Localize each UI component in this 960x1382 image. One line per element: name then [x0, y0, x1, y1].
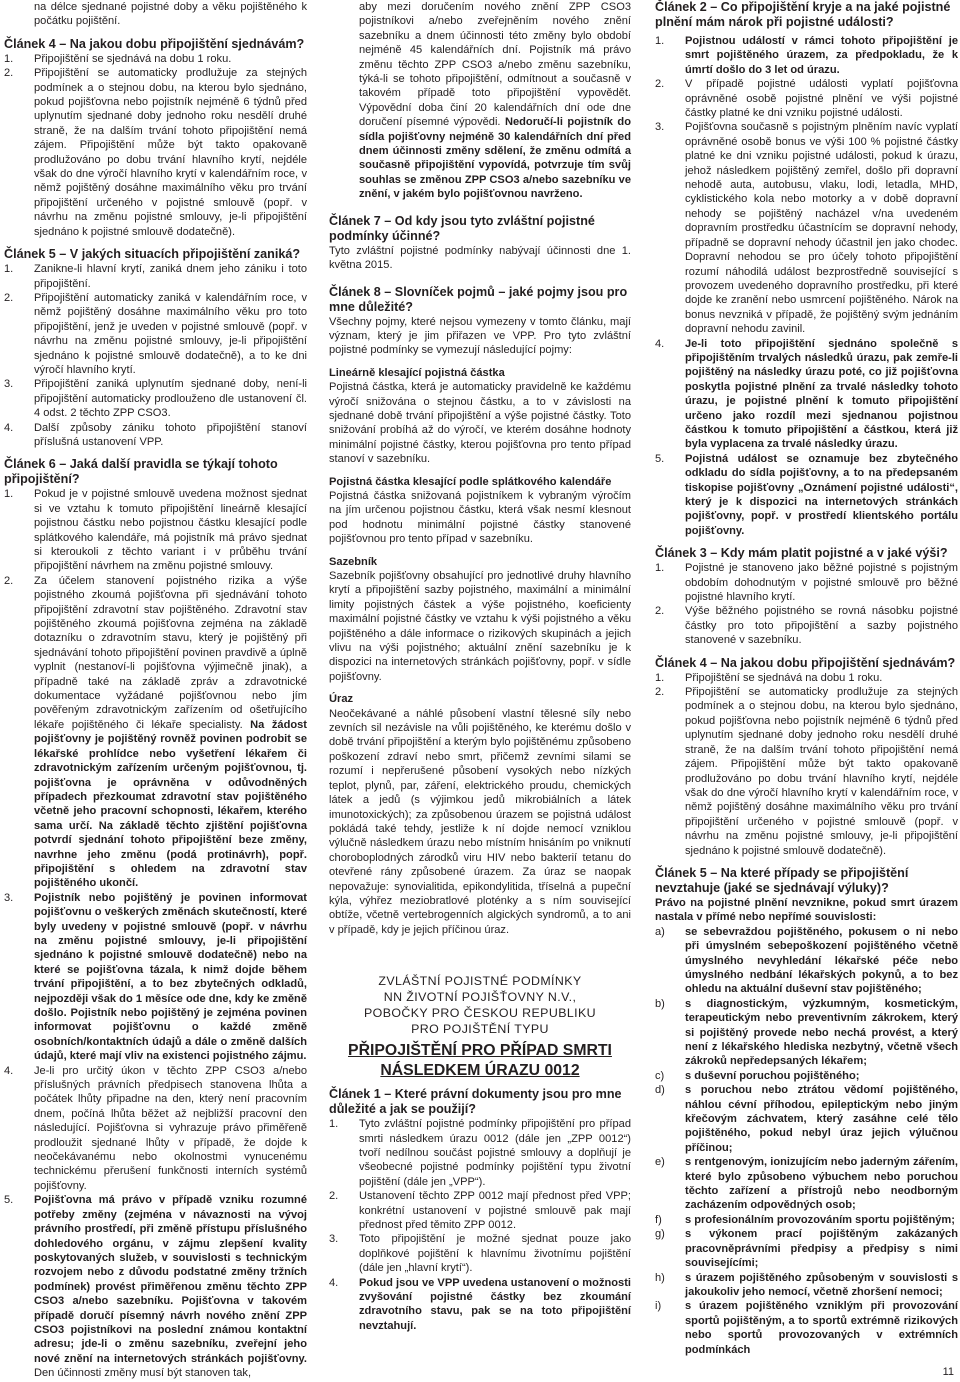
item-number: 4. — [4, 421, 14, 434]
heading-line: NN ŽIVOTNÍ POJIŠŤOVNY N.V., — [383, 990, 577, 1005]
item-number: 4. — [4, 1064, 14, 1077]
item-text: Je-li toto připojištění sjednáno společně s připojištěním trvalých následků úrazu, pak zemře-li pojištěný na následky úrazu poté, co již pojišťovna poskytla pojistné plnění za trvalé následky tohoto úrazu, je pojistné plnění k tomuto připojištění určeno jako rozdíl mezi sjednanou pojistnou částkou k tomuto připojištění a částkou, která již byla vyplacena za trvalé následky úrazu. — [685, 337, 958, 451]
item-text: Připojištění se automaticky prodlužuje za stejných podmínek a o stejnou dobu, na kterou bylo sjednáno, pokud pojišťovna nebo pojistník nejméně 6 týdnů před uplynutím sjednané doby jednoho roku nesdělí druhé straně, že na dalším trvání tohoto připojištění nemá zájem. Připojištění může být takto opakovaně prodlužováno po dobu trvání hlavního krytí, nejdéle však do dne výročí hlavního krytí v kalendářním roce, v němž pojištěný dosáhne maximálního věku pro trvání připojištění určeného v pojistné smlouvě (popř. v návrhu na změnu pojistné smlouvy, je-li připojištění sjednáno k pojistné smlouvě dodatečně). — [34, 67, 307, 238]
list-item — [329, 1232, 631, 1275]
item-text: Den účinnosti změny musí být stanoven tak, — [34, 1367, 252, 1380]
list-item — [655, 1155, 958, 1213]
item-number: 3. — [655, 121, 665, 134]
column-middle — [329, 0, 631, 1333]
paragraph-text-bold: Nedoručí-li pojistník do sídla pojišťovny nejméně 30 kalendářních dní před dnem účinnosti změny sdělení, že změnu odmítá a současně připojištění vypovídá, potvrzuje tím svůj souhlas se změnou ZPP CSO3 a/nebo sazebníku ve znění, v jakém bylo pojišťovnou navrženo. — [359, 116, 631, 201]
item-text: Pokud jsou ve VPP uvedena ustanovení o možnosti zvyšování pojistné částky bez zkoumání zdravotního stavu, pak se na toto připojištění nevztahují. — [359, 1276, 631, 1332]
paragraph — [329, 0, 631, 202]
list-item — [4, 52, 307, 66]
item-number: 4. — [329, 1276, 339, 1289]
item-text: Tyto zvláštní pojistné podmínky připojištění pro případ smrti následkem úrazu 0012 (dále jen „ZPP 0012“) tvoří nedílnou součást pojistné smlouvy a doplňují je všeobecné pojistné podmínky pojištění typu životní pojištění (dále jen „VPP“). — [359, 1118, 631, 1188]
paragraph: Pojistná částka snižovaná pojistníkem k vybraným výročím na jím určenou pojistnou částku, která však nesmí klesnout pod hodnotu minimální pojistné částky stanovené pojišťovnou pro tento případ v sazebníku. — [329, 489, 631, 546]
list-item — [655, 452, 958, 538]
document-heading — [329, 973, 631, 1037]
item-text: s úrazem pojištěného způsobeným v souvislosti s jakoukoliv jeho nemocí, včetně zhoršení nemoci; — [685, 1271, 958, 1298]
heading-line: POBOČKY PRO ČESKOU REPUBLIKU — [364, 1006, 596, 1021]
item-text: s poruchou nebo ztrátou vědomí pojištěného, náhlou cévní příhodou, epileptickým nebo jiným křečovým záchvatem, který zasáhne celé tělo pojištěného, pokud nebyl úraz jejich výlučnou příčinou; — [685, 1084, 958, 1154]
list-item — [329, 1276, 631, 1334]
term-heading: Sazebník — [329, 555, 378, 568]
list-item — [655, 1227, 958, 1270]
item-number: 1. — [655, 671, 665, 684]
item-number: 5. — [4, 1194, 14, 1207]
item-number: 2. — [655, 78, 665, 91]
paragraph: Neočekávané a náhlé působení vlastní tělesné síly nebo zevních sil nezávisle na vůli pojištěného, ke kterému došlo v době trvání připojištění a kterým bylo pojištěnému způsobeno poškození zdraví nebo smrt, přičemž zevními silami se rozumí i nepřerušené působení vysokých nebo nízkých teplot, plynů, par, záření, elektrického proudu, chemických látek a jedů (s výjimkou jedů mikrobiálních a látek imunotoxických); za způsobenou úrazem se pojistná událost pokládá také tehdy, jestliže k ní dojde nemocí vzniklou výlučně následkem úrazu nebo místním hnisáním po vniknutí choroboplodných zárodků viru HIV nebo bakterií tetanu do otevřené rány způsobené úrazem. Za úraz se naopak nepovažuje: synovialitida, epikondylitida, tříselná a pupeční kýla, výhřez meziobratlové ploténky a s ním související obtíže, včetně vertebrogenních algických syndromů, a to ani v případě, kdy je jejich příčinou úraz. — [329, 707, 631, 936]
item-text: Pojistné je stanoveno jako běžné pojistné s pojistným obdobím dohodnutým v pojistné smlouvě pro běžné pojistné hlavního krytí. — [685, 562, 958, 604]
item-text: Další způsoby zániku tohoto připojištění stanoví příslušná ustanovení VPP. — [34, 421, 307, 448]
list-item — [4, 262, 307, 291]
title-line: PŘIPOJIŠTĚNÍ PRO PŘÍPAD SMRTI — [348, 1042, 612, 1060]
list-item — [4, 574, 307, 891]
term-heading: Pojistná částka klesající podle splátkového kalendáře — [329, 475, 612, 488]
item-text: na délce sjednané pojistné doby a věku pojištěného k počátku pojištění. — [34, 1, 307, 28]
list-item — [655, 604, 958, 647]
item-number: 3. — [329, 1233, 339, 1246]
item-text: se sebevraždou pojištěného, pokusem o ni nebo při úmyslném sebepoškození pojištěného včetně úmyslného nevyhledání lékařské péče nebo úmyslného nedbání lékařských pokynů, a to bez ohledu na aktuální duševní stav pojištěného; — [685, 925, 958, 996]
item-text: s úrazem pojištěného vzniklým při provozování sportů pojištěným, a to sportů extrémně rizikových nebo sportů provozovaných v extrémních podmínkách — [685, 1300, 958, 1356]
item-text: Toto připojištění je možné sjednat pouze jako doplňkové pojištění k hlavnímu životnímu pojištění (dále jen „hlavní krytí“). — [359, 1233, 631, 1275]
item-text: Za účelem stanovení pojistného rizika a výše pojistného zkoumá pojišťovna při sjednávání tohoto připojištění zdravotní stav pojištěného. Zdravotní stav pojištěného zkoumá pojišťovna zejména na základě dotazníku o zdravotním stavu, který je pojištěný při sjednávání tohoto připojištění povinen pravdivě a úplně vyplnit (nestanoví-li pojišťovna výjimečně jinak), a případně také na základě zpráv a zdravotnické dokumentace vyžádané pojišťovnou nebo jím pověřeným zdravotnickým zařízením od ošetřujícího lékaře pojištěného či lékaře specialisty. — [34, 574, 307, 731]
item-text: Zanikne-li hlavní krytí, zaniká dnem jeho zániku i toto připojištění. — [34, 263, 307, 290]
item-number: 1. — [4, 263, 14, 276]
list-item — [655, 925, 958, 997]
item-number: 5. — [655, 452, 665, 465]
item-text: Připojištění zaniká uplynutím sjednané doby, není-li připojištění automaticky prodlouženo dle ustanovení čl. 4 odst. 2 těchto ZPP CSO3. — [34, 378, 307, 420]
item-text: s výkonem prací pojištěným zakázaných pracovněprávními předpisy a předpisy s nimi souvisejícími; — [685, 1228, 958, 1270]
list-item — [655, 120, 958, 336]
article-5-heading: Článek 5 – V jakých situacích připojištění zaniká? — [4, 247, 301, 262]
item-number: 1. — [4, 488, 14, 501]
item-number: 1. — [329, 1118, 339, 1131]
article-6-heading: Článek 6 – Jaká další pravidla se týkají tohoto připojištění? — [4, 457, 278, 487]
article-1-heading: Článek 1 – Které právní dokumenty jsou pro mne důležité a jak se použijí? — [329, 1087, 622, 1117]
item-text-bold: Pojišťovna má právo v případě vzniku rozumné potřeby změny (zejména v návaznosti na vývoj právního prostředí, při změně přístupu příslušného dohledového orgánu, v zájmu zlepšení kvality poskytovaných služeb, v souvislosti s technickým rozvojem nebo z důvodu podstatné změny tržních podmínek) provést přiměřenou změnu těchto ZPP CSO3 a/nebo sazebníku. Pojišťovna v takovém případě doručí písemný návrh nového znění ZPP CSO3 pojistníkovi na poslední známou kontaktní adresu; jde-li o změnu sazebníku, zveřejní jeho nové znění na internetových stránkách pojišťovny. — [34, 1194, 307, 1365]
item-number: 3. — [4, 378, 14, 391]
item-number: 2. — [4, 574, 14, 587]
list-item — [655, 1271, 958, 1300]
article-5-heading: Článek 5 – Na které případy se připojištění nevztahuje (jaké se sjednávají výluky)? — [655, 865, 909, 895]
list-item — [655, 77, 958, 120]
list-item — [4, 66, 307, 239]
term-heading: Úraz — [329, 693, 354, 706]
list-item — [4, 891, 307, 1064]
item-letter: d) — [655, 1084, 665, 1097]
item-number: 2. — [4, 291, 14, 304]
page-number: 11 — [942, 1366, 954, 1378]
item-text: V případě pojistné události vyplatí pojišťovna oprávněné osobě pojistné plnění ve výši pojistné částky platné ke dni vzniku pojistné události. — [685, 78, 958, 120]
paragraph: Pojistná částka, která je automaticky pravidelně ke každému výročí snižována o stejnou částku, a to v závislosti na sjednané době trvání připojištění a výše pojistné částky. Toto snižování probíhá až do výročí, ve kterém dosáhne hodnoty minimální pojistné částky, kterou pojišťovna pro tento případ stanoví v sazebníku. — [329, 381, 631, 466]
item-text: Pojistník nebo pojištěný je povinen informovat pojišťovnu o veškerých změnách skutečností, které byly uvedeny v pojistné smlouvě (popř. v návrhu na změnu pojistné smlouvy, je-li připojištění sjednáno k pojistné smlouvě dodatečně) nebo na které se pojišťovna tázala, k nimž dojde během trvání připojištění, a to bez zbytečných odkladů, nejpozději však do 1 měsíce ode dne, kdy ke změně došlo. Pojistník nebo pojištěný je zejména povinen informovat pojišťovnu o každé změně osobních/kontaktních údajů a dále o změně dalších údajů, které mají vliv na existenci pojistného zájmu. — [34, 891, 307, 1063]
item-text: Připojištění automaticky zaniká v kalendářním roce, v němž pojištěný dosáhne maximálního věku pro toto připojištění, jenž je uveden v pojistné smlouvě (popř. v návrhu na změnu pojistné smlouvy, je-li připojištění sjednáno k pojistné smlouvě dodatečně), a to ke dni výročí hlavního krytí. — [34, 291, 307, 376]
title-line: NÁSLEDKEM ÚRAZU 0012 — [380, 1062, 580, 1080]
article-2-heading: Článek 2 – Co připojištění kryje a na jaké pojistné plnění mám nárok při pojistné události? — [655, 0, 951, 29]
item-text: Připojištění se automaticky prodlužuje za stejných podmínek a o stejnou dobu, na kterou bylo sjednáno, pokud pojišťovna nebo pojistník nejméně 6 týdnů před uplynutím sjednané doby jednoho roku nesdělí druhé straně, že na dalším trvání tohoto připojištění nemá zájem. Připojištění může být takto opakovaně prodlužováno po dobu trvání hlavního krytí, nejdéle však do dne výročí hlavního krytí v kalendářním roce, v němž pojištěný dosáhne maximálního věku pro trvání připojištění určeného v pojistné smlouvě (popř. v návrhu na změnu pojistné smlouvy, je-li připojištění sjednáno k pojistné smlouvě dodatečně). — [685, 686, 958, 857]
item-text: s duševní poruchou pojištěného; — [685, 1069, 860, 1082]
item-letter: b) — [655, 997, 665, 1010]
article-8-heading: Článek 8 – Slovníček pojmů – jaké pojmy jsou pro mne důležité? — [329, 284, 628, 314]
list-item — [329, 1117, 631, 1189]
list-item — [655, 34, 958, 77]
item-number: 2. — [329, 1190, 339, 1203]
paragraph-text: aby mezi doručením nového znění ZPP CSO3 pojistníkovi a/nebo zveřejněním nového znění sazebníku a dnem účinnosti této změny bylo období nejméně 45 kalendářních dní. Pojistník má právo změnu těchto ZPP CSO3 a/nebo změnu sazebníku, týká-li se tohoto připojištění, odmítnout a současně v takovém případě toto připojištění vypovědět. Výpovědní doba činí 20 kalendářních dní ode dne doručení písemné výpovědi. — [359, 1, 631, 129]
column-left — [4, 0, 307, 1381]
column-right — [655, 0, 958, 1357]
paragraph: Všechny pojmy, které nejsou vymezeny v tomto článku, mají význam, který je jim přiřazen ve VPP. Pro tyto zvláštní pojistné podmínky se vymezují následující pojmy: — [329, 315, 631, 357]
item-number: 2. — [655, 605, 665, 618]
item-number: 2. — [655, 686, 665, 699]
item-text: Pojistná událost se oznamuje bez zbytečného odkladu do sídla pojišťovny, a to na předepsaném tiskopise pojišťovny „Oznámení pojistné události“, který je k dispozici na internetových stránkách pojišťovny, popř. v prostředí klientského portálu pojišťovny. — [685, 452, 958, 537]
list-item — [655, 1299, 958, 1357]
item-text: s diagnostickým, výzkumným, kosmetickým, terapeutickým nebo preventivním zákrokem, který si pojištěný provede nebo nechá provést, a který není z lékařského hlediska nezbytný, včetně všech zákroků nepředepsaných lékařem; — [685, 997, 958, 1068]
list-item — [655, 561, 958, 604]
article-7-heading: Článek 7 – Od kdy jsou tyto zvláštní pojistné podmínky účinné? — [329, 213, 595, 243]
list-item — [4, 1064, 307, 1194]
list-item — [4, 291, 307, 377]
item-number: 1. — [655, 562, 665, 575]
term-heading: Lineárně klesající pojistná částka — [329, 366, 505, 379]
item-letter: i) — [655, 1300, 662, 1313]
item-text-bold: Na žádost pojišťovny je pojištěný rovněž povinen podrobit se lékařské prohlídce nebo vyšetření lékařem či zdravotnickým zařízením určeným pojišťovnou, tj. pojišťovna je oprávněna v odůvodněných případech přezkoumat zdravotní stav pojištěného včetně jeho pracovní schopnosti, lékařem, kterého sama určí. Na základě těchto zjištění pojišťovna potvrdí sjednání tohoto připojištění beze změny, navrhne jeho změnu (podá protinávrh), popř. připojištění s ohledem na zdravotní stav pojištěného ukončí. — [34, 718, 307, 890]
list-item — [4, 487, 307, 573]
list-item — [655, 337, 958, 452]
list-item — [655, 685, 958, 858]
item-text: Připojištění se sjednává na dobu 1 roku. — [685, 671, 883, 684]
item-number: 2. — [4, 67, 14, 80]
item-text: Pojistnou událostí v rámci tohoto připojištění je smrt pojištěného úrazem, za předpokladu, že k úmrtí došlo do 3 let od úrazu. — [685, 35, 958, 76]
item-letter: f) — [655, 1213, 662, 1226]
paragraph: Tyto zvláštní pojistné podmínky nabývají účinnosti dne 1. května 2015. — [329, 244, 631, 272]
article-4-heading: Článek 4 – Na jakou dobu připojištění sjednávám? — [4, 36, 305, 51]
list-item — [329, 1189, 631, 1232]
list-item — [655, 997, 958, 1069]
list-item — [4, 377, 307, 420]
item-text: Připojištění se sjednává na dobu 1 roku. — [34, 52, 232, 65]
item-text: Je-li pro určitý úkon v těchto ZPP CSO3 a/nebo příslušných právních předpisech stanovena lhůta a počátek lhůty připadne na den, který není pracovním dnem, počíná lhůta běžet až nejbližší pracovní den následující. Pojišťovna si vyhrazuje právo přiměřeně prodloužit sjednané lhůty v případě, že dojde k neočekávanému nebo okolnostmi vynucenému technickému přerušení funkčnosti interních systémů pojišťovny. — [34, 1064, 307, 1192]
item-text: Ustanovení těchto ZPP 0012 mají přednost před VPP; konkrétní ustanovení v pojistné smlouvě pak mají přednost před těmito ZPP 0012. — [359, 1190, 631, 1231]
item-number: 1. — [4, 52, 14, 65]
item-number: 3. — [4, 891, 14, 904]
list-item — [655, 1083, 958, 1155]
item-text: s profesionálním provozováním sportu pojištěným; — [685, 1213, 955, 1226]
item-letter: e) — [655, 1156, 665, 1169]
item-text: Výše běžného pojistného se rovná násobku pojistné částky pro toto připojištění a sazby pojistného stanovené v sazebníku. — [685, 605, 958, 647]
heading-line: ZVLÁŠTNÍ POJISTNÉ PODMÍNKY — [378, 974, 582, 989]
item-letter: a) — [655, 925, 665, 938]
list-item — [4, 0, 307, 29]
item-number: 1. — [655, 35, 665, 47]
list-item — [4, 421, 307, 450]
list-item — [655, 1069, 958, 1083]
paragraph: Právo na pojistné plnění nevznikne, pokud smrt úrazem nastala v přímé nebo nepřímé souvislosti: — [655, 896, 958, 924]
article-4-heading: Článek 4 – Na jakou dobu připojištění sjednávám? — [655, 655, 956, 670]
item-letter: c) — [655, 1069, 665, 1082]
paragraph: Sazebník pojišťovny obsahující pro jednotlivé druhy hlavního krytí a připojištění sazby pojistného, maximální a minimální limity pojistných částek a výše pojistného, koeficienty maximální pojistné částky ve vztahu k výši pojistného a věku pojištěného a dále informace o rizikových skupinách a jejich vlivu na výši pojistného; aktuální znění sazebníku je k dispozici na internetových stránkách pojišťovny, popř. v sídle pojišťovny. — [329, 570, 631, 683]
heading-line: PRO POJIŠTĚNÍ TYPU — [411, 1022, 549, 1037]
list-item — [655, 1213, 958, 1227]
item-text: Pokud je v pojistné smlouvě uvedena možnost sjednat si ve vztahu k tomuto připojištění lineárně klesající pojistnou částku nebo pojistnou částku klesající podle splátkového kalendáře, má pojistník má právo sjednat si kteroukoli z těchto variant i v průběhu trvání připojištění návrhem na změnu pojistné smlouvy. — [34, 488, 307, 573]
item-text: Pojišťovna současně s pojistným plněním navíc vyplatí oprávněné osobě bonus ve výši 100 % pojistné částky platné ke dni vzniku pojistné události, pokud k úrazu, jehož následkem pojištěný zemřel, došlo při dopravní nehodě auta, autobusu, vlaku, lodi, letadla, MHD, cyklistického kola nebo motorky a v době dopravní nehody se pojištěný nacházel v/na uvedeném dopravním prostředku účastnícím se dopravní nehody, případně se dopravní nehody účastnil jen jako chodec. Dopravní nehodou se pro účely tohoto připojištění rozumí náhodilá událost bezprostředně související s provozem uvedeného dopravního prostředku, při které dojde ke zranění nebo usmrcení pojištěného. Nárok na bonus nevzniká v případě, že pojištěný svým jednáním dopravní nehodu zavinil. — [685, 121, 958, 336]
item-text: s rentgenovým, ionizujícím nebo jaderným zářením, které bylo způsobeno výbuchem nebo poruchou těchto zařízení a přístrojů nebo neodborným zacházením odpovědných osob; — [685, 1156, 958, 1212]
item-letter: h) — [655, 1271, 665, 1284]
list-item — [4, 1193, 307, 1380]
item-letter: g) — [655, 1228, 665, 1241]
item-number: 4. — [655, 337, 665, 350]
document-title — [329, 1041, 631, 1081]
list-item — [655, 671, 958, 685]
article-3-heading: Článek 3 – Kdy mám platit pojistné a v jaké výši? — [655, 546, 948, 561]
